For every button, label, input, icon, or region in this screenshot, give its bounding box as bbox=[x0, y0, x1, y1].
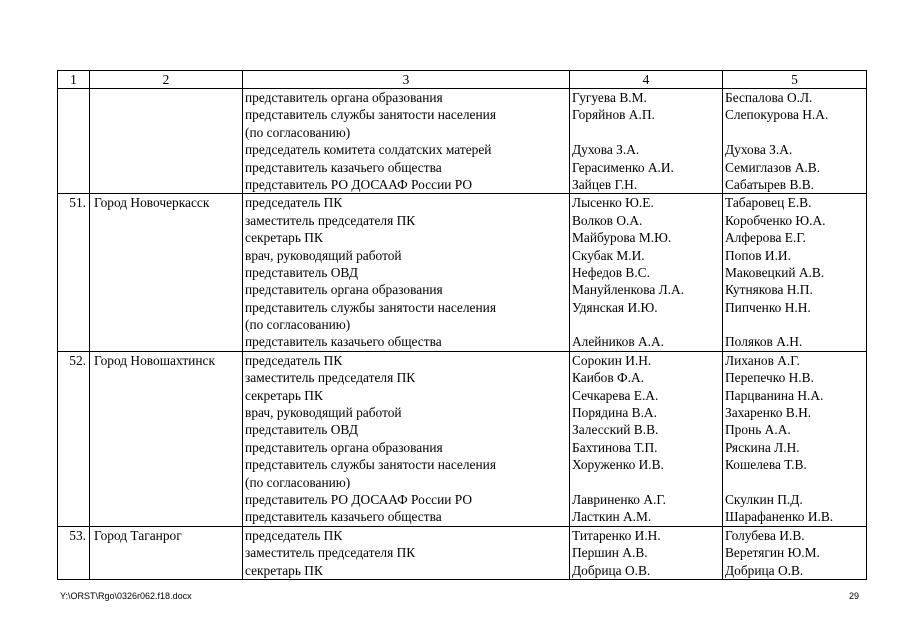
reserve-members-cell bbox=[723, 194, 867, 352]
reserve-member-line: Табаровец Е.В. bbox=[725, 195, 812, 211]
roles-cell bbox=[243, 89, 570, 194]
role-line: председатель ПК bbox=[245, 527, 343, 543]
main-member-line bbox=[570, 474, 722, 491]
reserve-member-line: Ряскина Л.Н. bbox=[725, 439, 800, 455]
reserve-member-line: Добрица О.В. bbox=[725, 562, 804, 578]
main-member-line: Лавриненко А.Г. bbox=[572, 491, 666, 507]
reserve-member-line: Маковецкий А.В. bbox=[725, 264, 825, 280]
main-member-line: Добрица О.В. bbox=[572, 562, 651, 578]
reserve-member-line: Веретягин Ю.М. bbox=[725, 545, 820, 561]
role-line: председатель ПК bbox=[245, 352, 343, 368]
header-col-1: 1 bbox=[58, 71, 90, 89]
role-line: врач, руководящий работой bbox=[245, 405, 402, 421]
main-member-line: Алейников А.А. bbox=[572, 334, 665, 350]
city-cell bbox=[90, 351, 243, 526]
table-row bbox=[58, 89, 867, 194]
role-line: представитель ОВД bbox=[245, 264, 358, 280]
reserve-member-line: Слепокурова Н.А. bbox=[725, 107, 829, 123]
reserve-member-line: Сабатырев В.В. bbox=[725, 176, 815, 192]
main-member-line: Гугуева В.М. bbox=[572, 90, 647, 105]
reserve-member-line: Пипченко Н.Н. bbox=[725, 299, 811, 315]
reserve-members-cell bbox=[723, 526, 867, 579]
row-number-cell bbox=[58, 194, 90, 352]
city-name: Город Таганрог bbox=[94, 527, 182, 543]
reserve-member-line: Перепечко Н.В. bbox=[725, 370, 814, 386]
reserve-member-line: Кошелева Т.В. bbox=[725, 457, 807, 473]
reserve-member-line: Скулкин П.Д. bbox=[725, 491, 803, 507]
row-number-cell bbox=[58, 89, 90, 194]
main-members-cell bbox=[570, 351, 723, 526]
table-row bbox=[58, 526, 867, 579]
city-name bbox=[90, 89, 242, 106]
reserve-member-line: Поляков А.Н. bbox=[725, 334, 803, 350]
reserve-member-line bbox=[723, 124, 866, 141]
reserve-member-line: Кутнякова Н.П. bbox=[725, 282, 813, 298]
roles-cell bbox=[243, 526, 570, 579]
row-number-cell bbox=[58, 351, 90, 526]
footer-file-path: Y:\ORST\Rgo\0326r062.f18.docx bbox=[60, 591, 192, 601]
role-line: (по согласованию) bbox=[245, 317, 351, 333]
reserve-member-line: Пронь А.А. bbox=[725, 422, 791, 438]
role-line: представитель службы занятости населения bbox=[245, 107, 496, 123]
main-member-line: Бахтинова Т.П. bbox=[572, 439, 658, 455]
main-member-line: Сорокин И.Н. bbox=[572, 352, 652, 368]
row-number: 51. bbox=[69, 195, 86, 211]
main-member-line: Герасименко А.И. bbox=[572, 159, 674, 175]
role-line: врач, руководящий работой bbox=[245, 247, 402, 263]
main-member-line: Волков О.А. bbox=[572, 212, 643, 228]
reserve-member-line: Парцванина Н.А. bbox=[725, 387, 824, 403]
city-cell bbox=[90, 526, 243, 579]
main-member-line: Горяйнов А.П. bbox=[572, 107, 655, 123]
reserve-members-cell bbox=[723, 351, 867, 526]
role-line: представитель казачьего общества bbox=[245, 334, 442, 350]
role-line: председатель комитета солдатских матерей bbox=[245, 142, 492, 158]
city-cell bbox=[90, 89, 243, 194]
role-line: представитель казачьего общества bbox=[245, 159, 442, 175]
row-number: 53. bbox=[69, 527, 86, 543]
role-line: секретарь ПК bbox=[245, 387, 323, 403]
role-line: секретарь ПК bbox=[245, 562, 323, 578]
reserve-member-line: Алферова Е.Г. bbox=[725, 230, 806, 246]
reserve-member-line: Беспалова О.Л. bbox=[725, 90, 813, 105]
role-line: председатель ПК bbox=[245, 195, 343, 211]
main-member-line: Зайцев Г.Н. bbox=[572, 176, 638, 192]
table-row bbox=[58, 194, 867, 352]
role-line: секретарь ПК bbox=[245, 230, 323, 246]
role-line: представитель казачьего общества bbox=[245, 509, 442, 525]
row-number-cell bbox=[58, 526, 90, 579]
main-member-line bbox=[570, 316, 722, 333]
reserve-member-line: Лиханов А.Г. bbox=[725, 352, 800, 368]
reserve-member-line: Духова З.А. bbox=[725, 142, 793, 158]
main-member-line: Майбурова М.Ю. bbox=[572, 230, 672, 246]
main-member-line: Ласткин А.М. bbox=[572, 509, 652, 525]
city-name: Город Новошахтинск bbox=[94, 352, 215, 368]
main-member-line: Каибов Ф.А. bbox=[572, 370, 644, 386]
role-line: заместитель председателя ПК bbox=[245, 212, 416, 228]
header-col-3: 3 bbox=[243, 71, 570, 89]
main-member-line bbox=[570, 124, 722, 141]
header-col-5: 5 bbox=[723, 71, 867, 89]
main-member-line: Порядина В.А. bbox=[572, 405, 657, 421]
role-line: (по согласованию) bbox=[245, 124, 351, 140]
role-line: заместитель председателя ПК bbox=[245, 370, 416, 386]
role-line: заместитель председателя ПК bbox=[245, 545, 416, 561]
main-members-cell bbox=[570, 526, 723, 579]
reserve-member-line: Захаренко В.Н. bbox=[725, 405, 812, 421]
role-line: представитель органа образования bbox=[245, 90, 443, 105]
reserve-member-line: Голубева И.В. bbox=[725, 527, 805, 543]
header-row bbox=[58, 71, 867, 89]
role-line: представитель службы занятости населения bbox=[245, 299, 496, 315]
header-col-4: 4 bbox=[570, 71, 723, 89]
reserve-member-line: Коробченко Ю.А. bbox=[725, 212, 826, 228]
main-member-line: Сечкарева Е.А. bbox=[572, 387, 659, 403]
city-cell bbox=[90, 194, 243, 352]
roles-cell bbox=[243, 351, 570, 526]
role-line: представитель органа образования bbox=[245, 282, 443, 298]
commission-table bbox=[57, 70, 867, 580]
role-line: (по согласованию) bbox=[245, 474, 351, 490]
reserve-member-line bbox=[723, 316, 866, 333]
role-line: представитель ОВД bbox=[245, 422, 358, 438]
reserve-member-line: Шарафаненко И.В. bbox=[725, 509, 834, 525]
header-col-2: 2 bbox=[90, 71, 243, 89]
role-line: представитель службы занятости населения bbox=[245, 457, 496, 473]
roles-cell bbox=[243, 194, 570, 352]
main-member-line: Залесский В.В. bbox=[572, 422, 659, 438]
footer-page-number: 29 bbox=[848, 591, 859, 601]
role-line: представитель органа образования bbox=[245, 439, 443, 455]
main-member-line: Духова З.А. bbox=[572, 142, 640, 158]
main-member-line: Лысенко Ю.Е. bbox=[572, 195, 654, 211]
main-members-cell bbox=[570, 194, 723, 352]
table-row bbox=[58, 351, 867, 526]
main-member-line: Мануйленкова Л.А. bbox=[572, 282, 685, 298]
reserve-members-cell bbox=[723, 89, 867, 194]
main-member-line: Першин А.В. bbox=[572, 545, 648, 561]
main-member-line: Скубак М.И. bbox=[572, 247, 645, 263]
row-number: 52. bbox=[69, 352, 86, 368]
main-member-line: Удянская И.Ю. bbox=[572, 299, 658, 315]
main-member-line: Хоруженко И.В. bbox=[572, 457, 664, 473]
reserve-member-line bbox=[723, 474, 866, 491]
row-number bbox=[58, 89, 86, 106]
main-members-cell bbox=[570, 89, 723, 194]
reserve-member-line: Семиглазов А.В. bbox=[725, 159, 820, 175]
main-member-line: Нефедов В.С. bbox=[572, 264, 650, 280]
role-line: представитель РО ДОСААФ России РО bbox=[245, 176, 473, 192]
city-name: Город Новочеркасск bbox=[94, 195, 210, 211]
reserve-member-line: Попов И.И. bbox=[725, 247, 791, 263]
role-line: представитель РО ДОСААФ России РО bbox=[245, 491, 473, 507]
main-member-line: Титаренко И.Н. bbox=[572, 527, 661, 543]
